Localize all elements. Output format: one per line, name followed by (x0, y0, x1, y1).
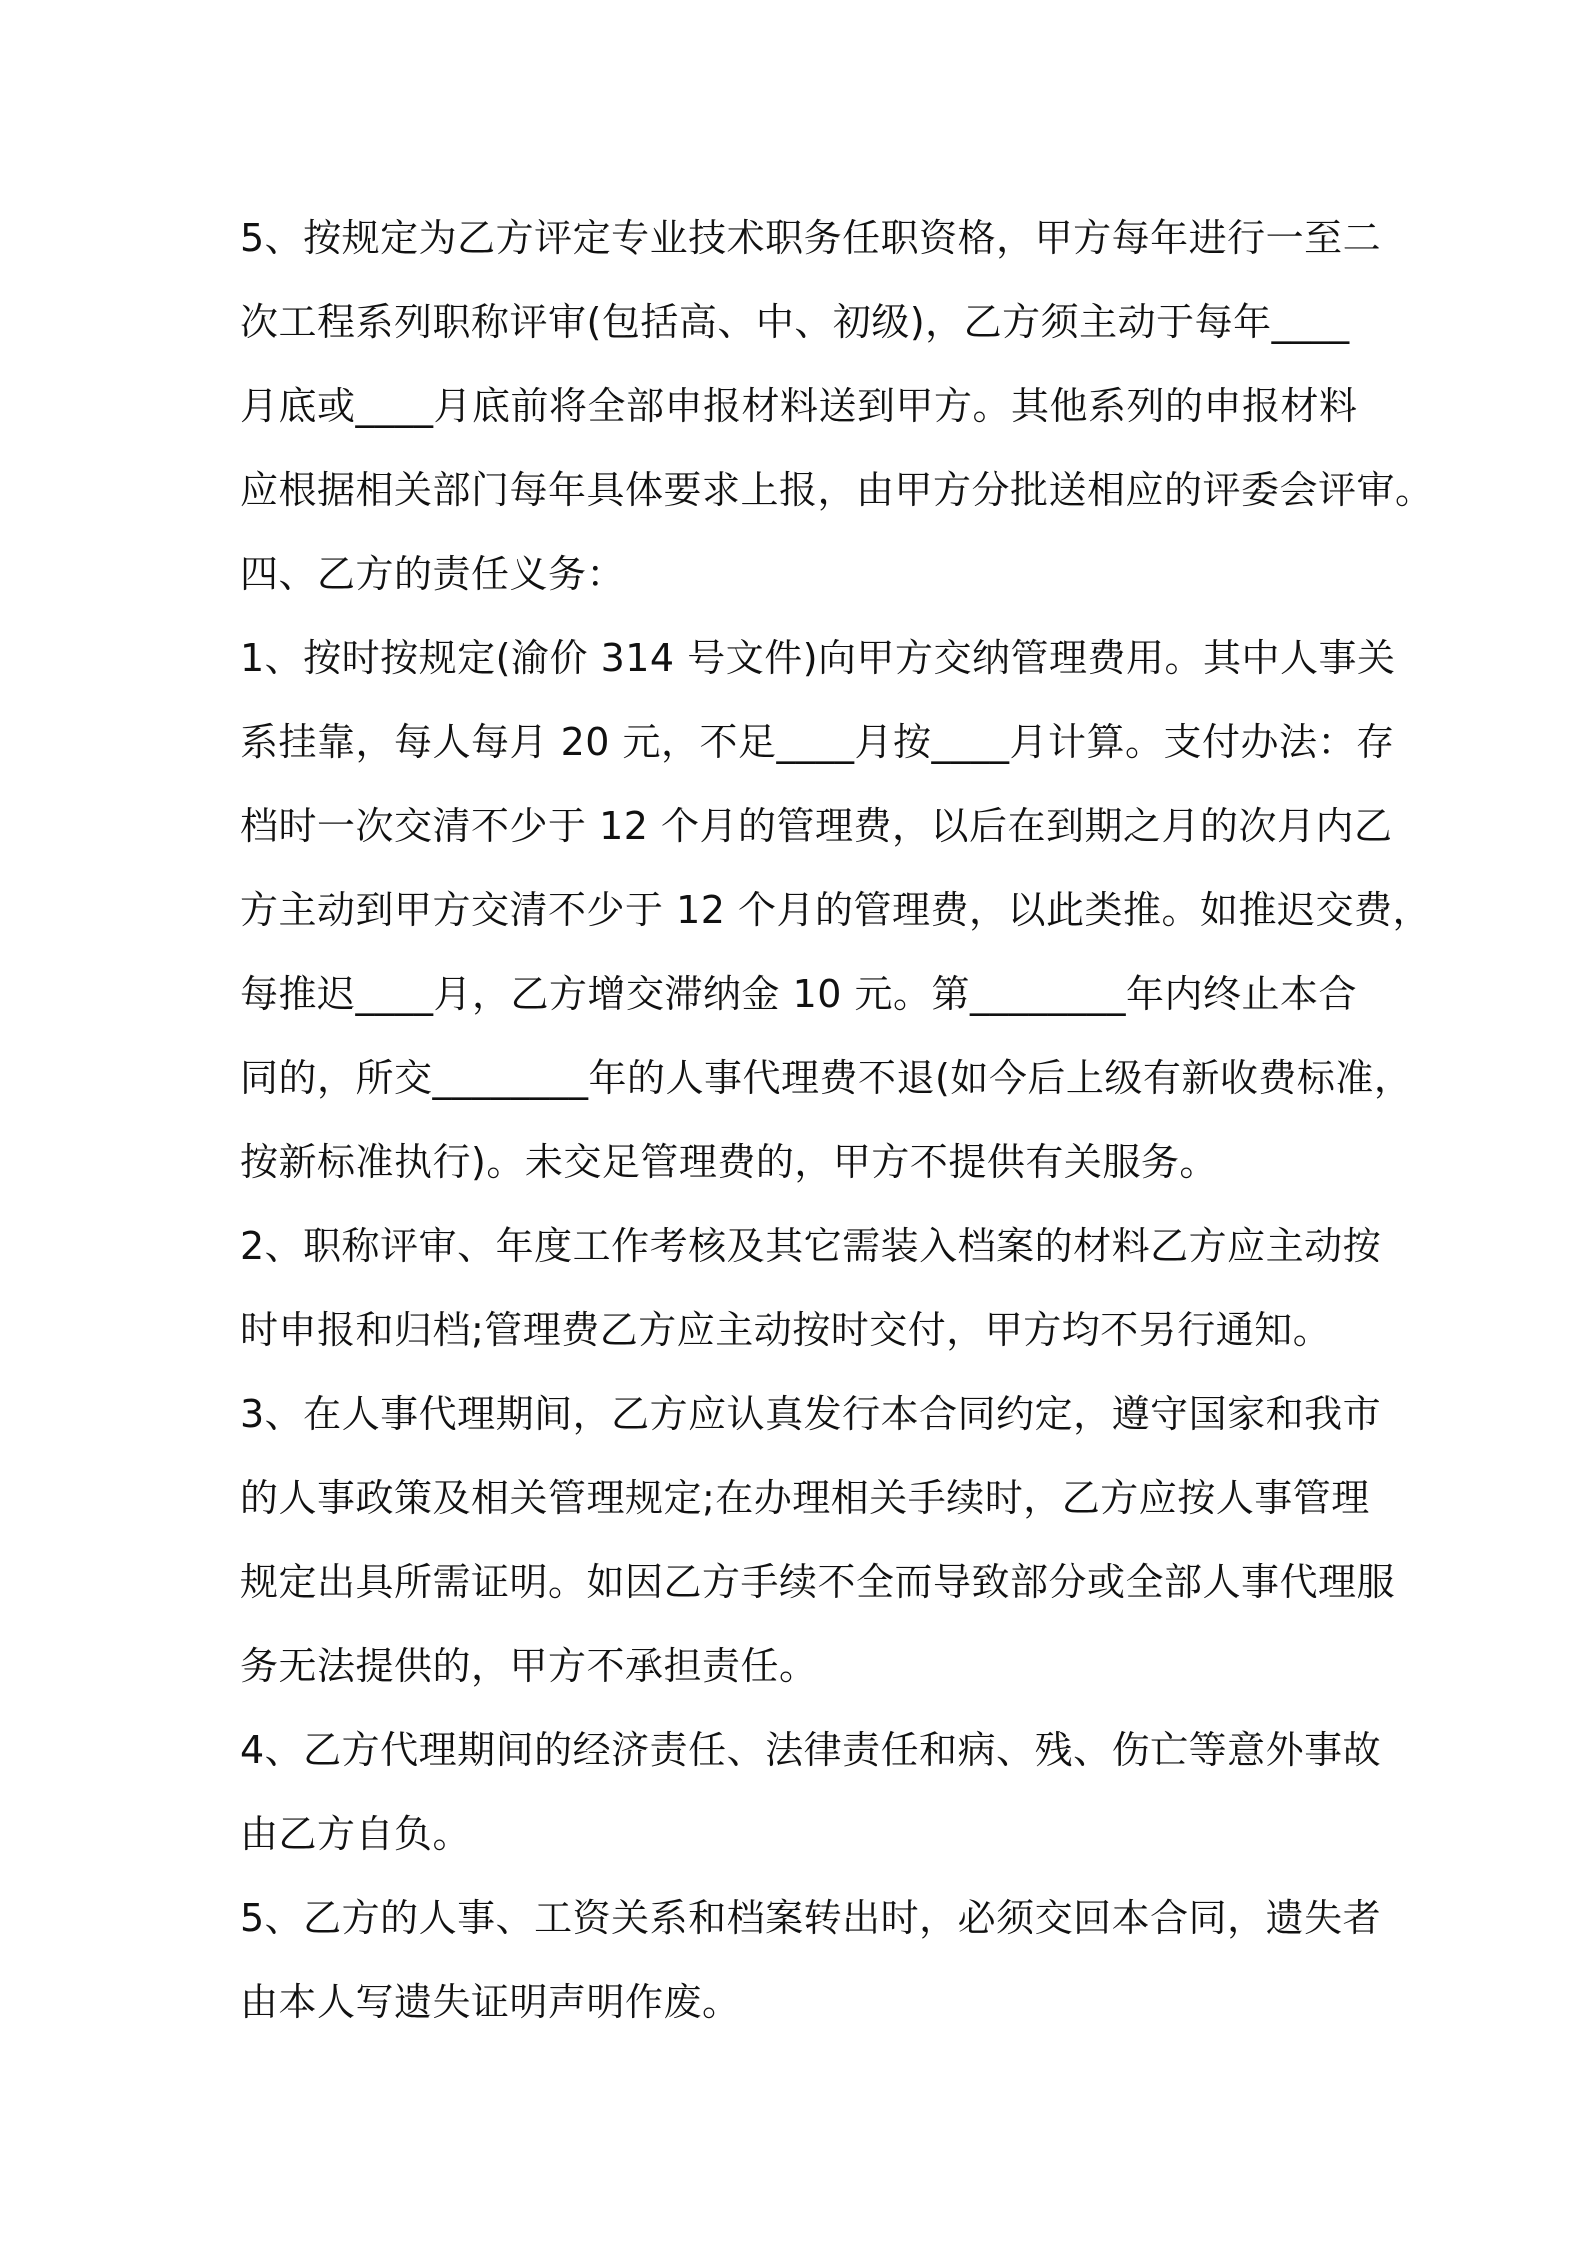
document-body (240, 196, 1434, 2044)
text-line: 次工程系列职称评审(包括高、中、初级)，乙方须主动于每年____ (240, 300, 1350, 344)
text-line: 的人事政策及相关管理规定;在办理相关手续时，乙方应按人事管理 (240, 1476, 1370, 1520)
text-line: 月底或____月底前将全部申报材料送到甲方。其他系列的申报材料 (240, 384, 1358, 428)
text-line: 1、按时按规定(渝价 314 号文件)向甲方交纳管理费用。其中人事关 (240, 636, 1396, 680)
text-line: 档时一次交清不少于 12 个月的管理费，以后在到期之月的次月内乙 (240, 804, 1393, 848)
text-line: 2、职称评审、年度工作考核及其它需装入档案的材料乙方应主动按 (240, 1224, 1382, 1268)
text-line: 4、乙方代理期间的经济责任、法律责任和病、残、伤亡等意外事故 (240, 1728, 1382, 1772)
text-line: 方主动到甲方交清不少于 12 个月的管理费，以此类推。如推迟交费， (240, 888, 1432, 932)
text-line: 同的，所交________年的人事代理费不退(如今后上级有新收费标准， (240, 1056, 1413, 1100)
text-line: 由本人写遗失证明声明作废。 (240, 1980, 741, 2024)
text-line: 规定出具所需证明。如因乙方手续不全而导致部分或全部人事代理服 (240, 1560, 1396, 1604)
text-line: 按新标准执行)。未交足管理费的，甲方不提供有关服务。 (240, 1140, 1218, 1184)
text-line: 务无法提供的，甲方不承担责任。 (240, 1644, 818, 1688)
text-line: 系挂靠，每人每月 20 元，不足____月按____月计算。支付办法：存 (240, 720, 1395, 764)
text-line: 时申报和归档;管理费乙方应主动按时交付，甲方均不另行通知。 (240, 1308, 1332, 1352)
text-line: 5、乙方的人事、工资关系和档案转出时，必须交回本合同，遗失者 (240, 1896, 1382, 1940)
text-line: 由乙方自负。 (240, 1812, 472, 1856)
text-line: 5、按规定为乙方评定专业技术职务任职资格，甲方每年进行一至二 (240, 216, 1382, 260)
text-line: 3、在人事代理期间，乙方应认真发行本合同约定，遵守国家和我市 (240, 1392, 1382, 1436)
section-heading: 四、乙方的责任义务： (240, 552, 626, 596)
text-line: 应根据相关部门每年具体要求上报，由甲方分批送相应的评委会评审。 (240, 468, 1434, 512)
text-line: 每推迟____月，乙方增交滞纳金 10 元。第________年内终止本合 (240, 972, 1358, 1016)
